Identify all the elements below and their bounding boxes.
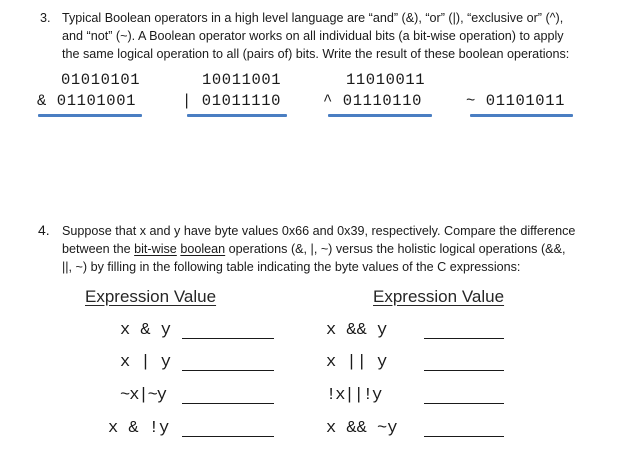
q3-text-line2: and “not” (~). A Boolean operator works on all individual bits (a bit-wise operation) to apply bbox=[62, 29, 564, 43]
op3-bottom-operand: ^ 01110110 bbox=[323, 92, 423, 110]
q4-line2-post: operations (&, |, ~) versus the holistic logical operations (&&, bbox=[225, 242, 566, 256]
op3-top-operand: 11010011 bbox=[346, 71, 426, 89]
q3-number: 3. bbox=[40, 11, 51, 25]
op4-bottom-operand: ~ 01101011 bbox=[466, 92, 566, 110]
op1-answer-line bbox=[38, 114, 142, 117]
op2-bottom-operand: | 01011110 bbox=[182, 92, 282, 110]
op4-answer-line bbox=[470, 114, 573, 117]
q3-text-line1: Typical Boolean operators in a high level language are “and” (&), “or” (|), “exclusive or” (^), bbox=[62, 11, 564, 25]
right-expr-4: x && ~y bbox=[326, 419, 398, 438]
right-answer-blank-3[interactable] bbox=[424, 403, 504, 404]
op2-top-operand: 10011001 bbox=[202, 71, 282, 89]
op1-top-operand: 01010101 bbox=[61, 71, 141, 89]
right-answer-blank-2[interactable] bbox=[424, 370, 504, 371]
q4-number: 4. bbox=[38, 222, 50, 238]
left-expr-4: x & !y bbox=[108, 419, 170, 438]
right-answer-blank-4[interactable] bbox=[424, 436, 504, 437]
q4-line2-pre: between the bbox=[62, 242, 135, 256]
left-answer-blank-2[interactable] bbox=[182, 370, 274, 371]
left-answer-blank-4[interactable] bbox=[182, 436, 274, 437]
right-answer-blank-1[interactable] bbox=[424, 338, 504, 339]
op3-answer-line bbox=[328, 114, 432, 117]
q4-bitwise-term: bit-wise bbox=[134, 242, 177, 256]
q4-text-line3: ||, ~) by filling in the following table indicating the byte values of the C expressions: bbox=[62, 260, 521, 274]
op1-bottom-operand: & 01101001 bbox=[37, 92, 137, 110]
q4-boolean-term: boolean bbox=[180, 242, 226, 256]
q4-text-line2 bbox=[62, 240, 565, 259]
right-expr-3: !x||!y bbox=[326, 386, 382, 405]
left-column-heading: Expression Value bbox=[85, 287, 217, 306]
right-expr-1: x && y bbox=[326, 321, 388, 340]
q4-text-line1: Suppose that x and y have byte values 0x66 and 0x39, respectively. Compare the difference bbox=[62, 224, 576, 238]
q3-text-line3: the same logical operation to all (pairs of) bits. Write the result of these boolean operations: bbox=[62, 47, 570, 61]
left-answer-blank-3[interactable] bbox=[182, 403, 274, 404]
right-column-heading: Expression Value bbox=[373, 287, 505, 306]
left-expr-1: x & y bbox=[120, 321, 172, 340]
left-answer-blank-1[interactable] bbox=[182, 338, 274, 339]
left-expr-3: ~x|~y bbox=[120, 386, 167, 405]
left-expr-2: x | y bbox=[120, 353, 172, 372]
op2-answer-line bbox=[187, 114, 287, 117]
right-expr-2: x || y bbox=[326, 353, 388, 372]
